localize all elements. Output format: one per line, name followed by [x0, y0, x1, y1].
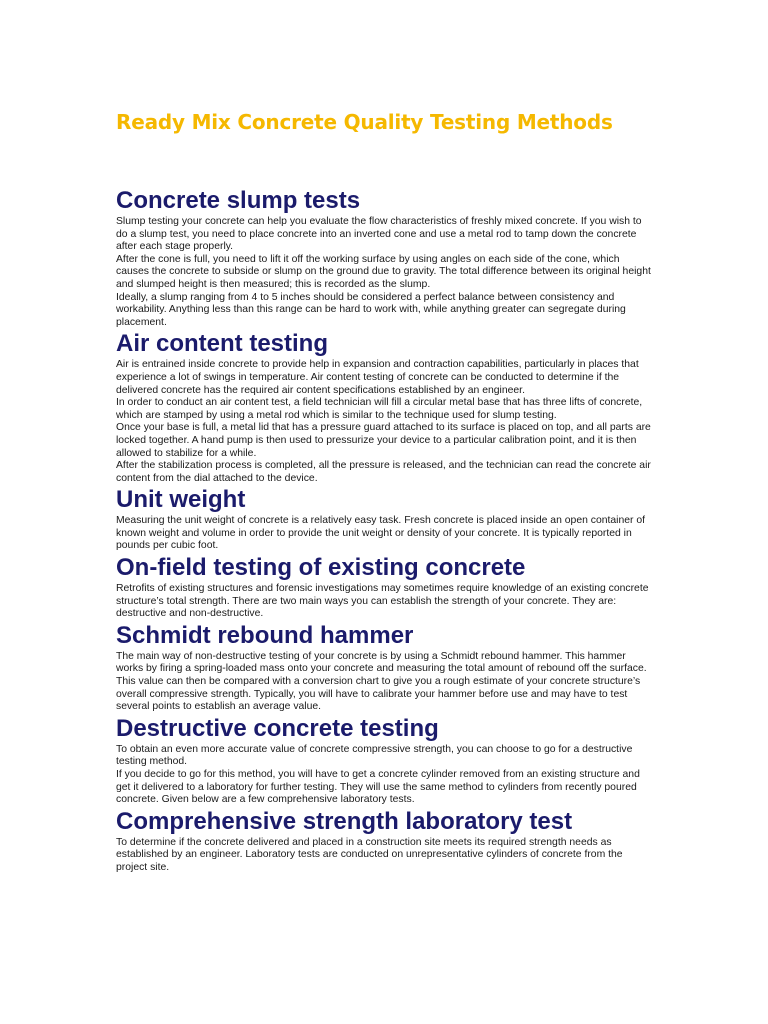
- section-unit-weight: [116, 485, 652, 553]
- document-content: [116, 186, 652, 875]
- section-heading: Comprehensive strength laboratory test: [116, 807, 573, 835]
- section-on-field-testing: [116, 553, 652, 621]
- paragraph: To determine if the concrete delivered and placed in a construction site meets its required strength needs as established by an engineer. Laboratory tests are conducted on unrepresentative cylinders of concrete from the project site.: [116, 836, 623, 873]
- paragraph: In order to conduct an air content test, a field technician will fill a circular metal base that has three lifts of concrete, which are stamped by using a metal rod which is similar to the technique used for slump testing.: [116, 397, 643, 421]
- paragraph: Retrofits of existing structures and forensic investigations may sometimes require knowledge of an existing concrete structure’s total strength. There are two main ways you can establish the strength of your concrete. They are: destructive and non-destructive.: [116, 583, 649, 620]
- paragraph: Ideally, a slump ranging from 4 to 5 inches should be considered a perfect balance between consistency and workability. Anything less than this range can be hard to work with, while anything greater can segregate during placement.: [116, 291, 626, 328]
- section-air-content-testing: [116, 329, 652, 485]
- paragraph: Once your base is full, a metal lid that has a pressure guard attached to its surface is placed on top, and all parts are locked together. A hand pump is then used to pressurize your device to a particular calibration point, and it is then allowed to stabilize for a while.: [116, 422, 651, 459]
- paragraph: After the cone is full, you need to lift it off the working surface by using angles on each side of the cone, which causes the concrete to subside or slump on the ground due to gravity. The total difference between its original height and slumped height is then measured; this is recorded as the slump.: [116, 253, 651, 290]
- section-comprehensive-strength-test: [116, 807, 652, 875]
- section-concrete-slump-tests: [116, 186, 652, 329]
- section-destructive-concrete-testing: [116, 714, 652, 807]
- section-heading: Air content testing: [116, 330, 329, 358]
- section-heading: On-field testing of existing concrete: [116, 554, 526, 582]
- paragraph: After the stabilization process is completed, all the pressure is released, and the technician can read the concrete air content from the dial attached to the device.: [116, 460, 651, 484]
- paragraph: Slump testing your concrete can help you evaluate the flow characteristics of freshly mixed concrete. If you wish to do a slump test, you need to place concrete into an inverted cone and use a metal rod to tamp down the concrete after each stage properly.: [116, 216, 642, 253]
- paragraph: To obtain an even more accurate value of concrete compressive strength, you can choose to go for a destructive testing method.: [116, 743, 633, 768]
- section-heading: Schmidt rebound hammer: [116, 621, 414, 649]
- section-heading: Destructive concrete testing: [116, 714, 439, 742]
- document-title: Ready Mix Concrete Quality Testing Methods: [116, 110, 613, 134]
- paragraph: If you decide to go for this method, you will have to get a concrete cylinder removed from an existing structure and get it delivered to a laboratory for further testing. They will use the same method to cylinders from recently poured concrete. Given below are a few comprehensive laboratory tests.: [116, 769, 640, 806]
- paragraph: Measuring the unit weight of concrete is a relatively easy task. Fresh concrete is placed inside an open container of known weight and volume in order to provide the unit weight or density of your concrete. It is typically reported in pounds per cubic foot.: [116, 515, 646, 552]
- paragraph: The main way of non-destructive testing of your concrete is by using a Schmidt rebound hammer. This hammer works by firing a spring-loaded mass onto your concrete and measuring the total amount of rebound off the surface.: [116, 650, 647, 675]
- paragraph: This value can then be compared with a conversion chart to give you a rough estimate of your concrete structure’s overall compressive strength. Typically, you will have to calibrate your hammer before use and may have to test several points to establish an average value.: [116, 676, 641, 713]
- section-schmidt-rebound-hammer: [116, 621, 652, 714]
- section-heading: Concrete slump tests: [116, 187, 361, 214]
- paragraph: Air is entrained inside concrete to provide help in expansion and contraction capabilities, particularly in places that experience a lot of swings in temperature. Air content testing of concrete can be conducted to determine if the delivered concrete has the required air content specifications established by an engineer.: [116, 359, 639, 396]
- section-heading: Unit weight: [116, 486, 246, 514]
